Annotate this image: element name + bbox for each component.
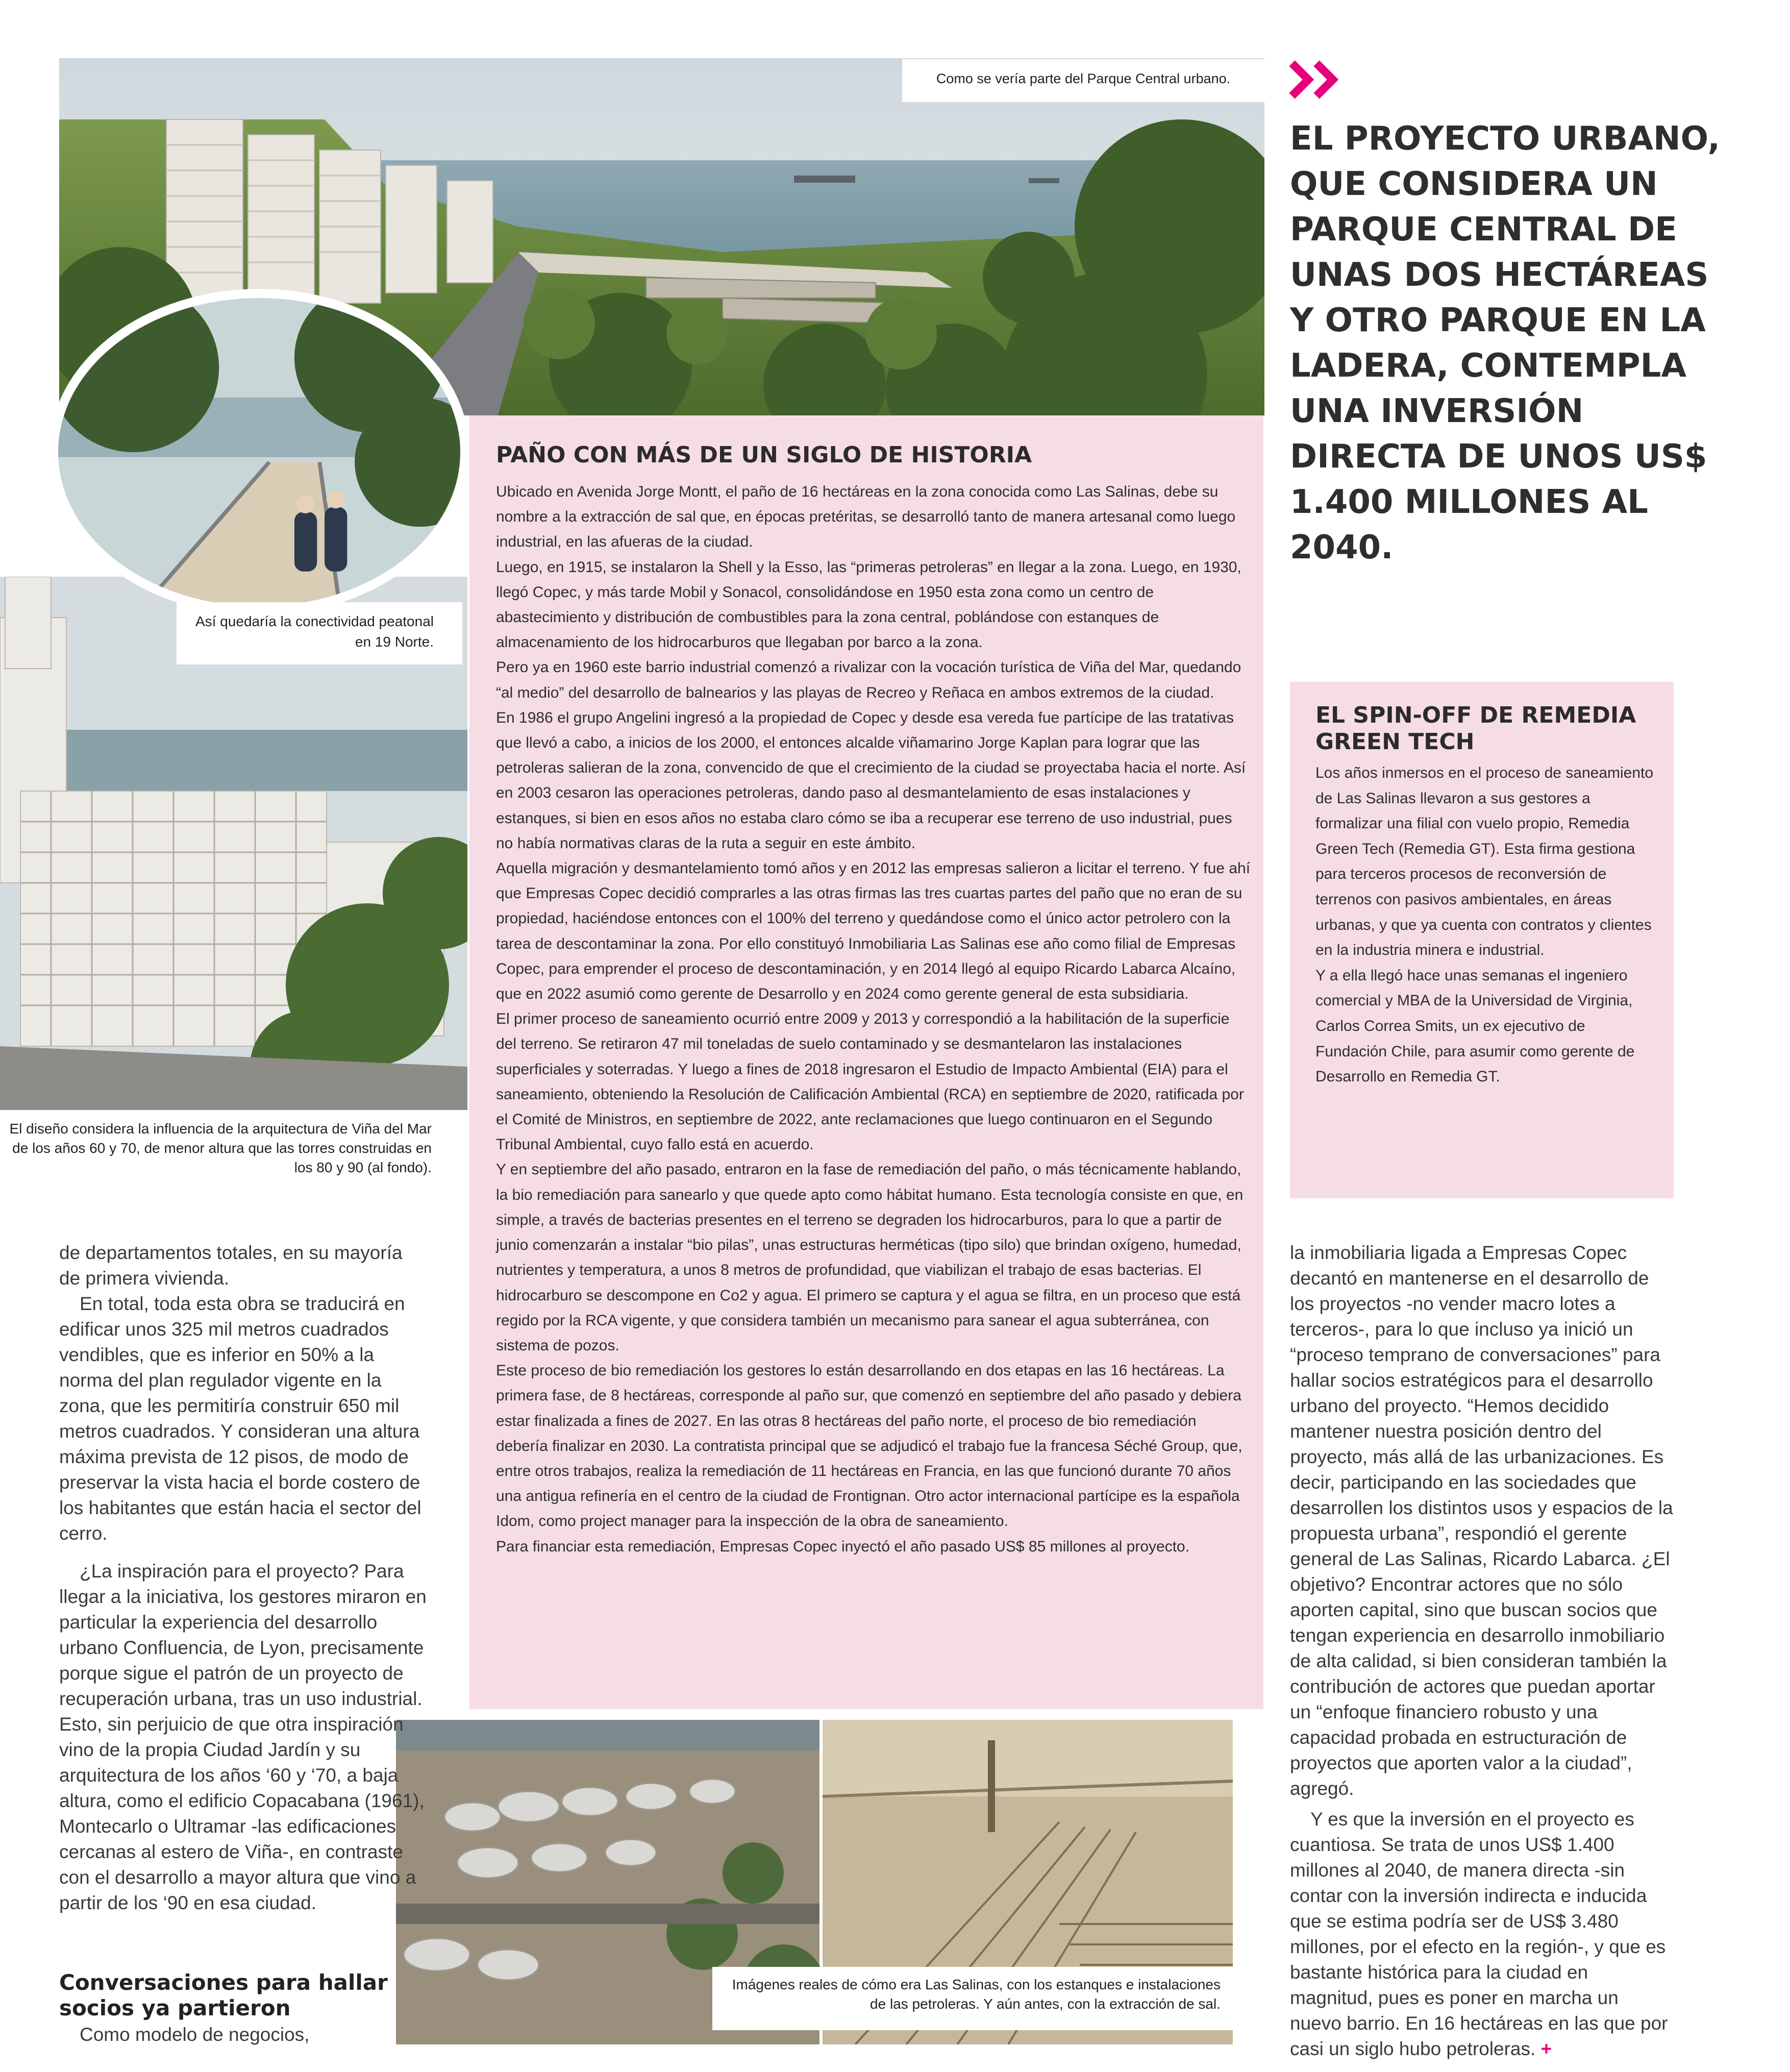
history-paragraph: Y en septiembre del año pasado, entraron en la fase de remediación del paño, o más técnicamente hablando, la bio remediación para sanearlo y que quede apto como hábitat humano. Esta tecnología consiste en que, en simple, a través de bacterias presentes en el terreno se degraden los hidrocarburos, para lo que a partir de junio comenzarán a instalar “bio pilas”, unas estructuras herméticas (tipo silo) que brindan oxígeno, humedad, nutrientes y temperatura, a unos 8 metros de profundidad, que viabilizan el trabajo de esas bacterias. El hidrocarburo se descompone en Co2 y agua. El primero se captura y el agua se filtra, en un proceso que está regido por la RCA vigente, y que considera también un mecanismo para sanear el agua subterránea, con sistema de pozos. xyxy=(496,1161,1244,1354)
left-column xyxy=(59,1240,427,1916)
history-box xyxy=(469,415,1263,1709)
history-paragraph: En 1986 el grupo Angelini ingresó a la propiedad de Copec y desde esa vereda fue partícipe de las tratativas que llevó a cabo, a inicios de los 2000, el entonces alcalde viñamarino Jorge Kaplan para lograr que las petroleras salieran de la zona, convencido de que el crecimiento de la ciudad se proyectaba hacia el norte. Así en 2003 cesaron las operaciones petroleras, dando paso al desmantelamiento de esas instalaciones y estanques, si bien en esos años no estaba claro cómo se iba a recuperar ese terreno de uso industrial, pues no había normativas claras de la ruta a seguir en este ámbito. xyxy=(496,709,1246,852)
spinoff-box xyxy=(1290,682,1674,1198)
park-photo-caption: Como se vería parte del Parque Central urbano. xyxy=(902,59,1264,102)
spinoff-paragraph: Los años inmersos en el proceso de saneamiento de Las Salinas llevaron a sus gestores a formalizar una filial con vuelo propio, Remedia Green Tech (Remedia GT). Esta firma gestiona para terceros procesos de reconversión de terrenos con pasivos ambientales, en áreas urbanas, y que ya cuenta con contratos y clientes en la industria minera e industrial. xyxy=(1315,764,1654,959)
architecture-caption: El diseño considera la influencia de la arquitectura de Viña del Mar de los años 60 y 70, de menor altura que las torres construidas en los 80 y 90 (al fondo). xyxy=(0,1110,467,1187)
spinoff-box-title: EL SPIN-OFF DE REMEDIA GREEN TECH xyxy=(1315,702,1636,755)
double-chevron-icon xyxy=(1288,59,1344,100)
section-subhead: Conversaciones para hallar socios ya partieron xyxy=(59,1970,388,2020)
left-paragraph: ¿La inspiración para el proyecto? Para llegar a la iniciativa, los gestores miraron en particular la experiencia del desarrollo urbano Confluencia, de Lyon, precisamente porque sigue el patrón de un proyecto de recuperación urbana, tras un uso industrial. Esto, sin perjuicio de que otra inspiración vino de la propia Ciudad Jardín y su arquitectura de los años ‘60 y ‘70, a baja altura, como el edificio Copacabana (1961), Montecarlo o Ultramar -las edificaciones cercanas al estero de Viña-, en contraste con el desarrollo a mayor altura que vino a partir de los ‘90 en esa ciudad. xyxy=(59,1561,427,1913)
right-column xyxy=(1290,1240,1674,2062)
pedestrian-bridge-photo xyxy=(49,289,469,615)
left-paragraph: de departamentos totales, en su mayoría de primera vivienda. xyxy=(59,1242,403,1289)
right-paragraph: la inmobiliaria ligada a Empresas Copec decantó en mantenerse en el desarrollo de los proyectos -no vender macro lotes a terceros-, para lo que incluso ya inició un “proceso temprano de conversaciones” para hallar socios estratégicos para el desarrollo urbano del proyecto. “Hemos decidido mantener nuestra posición dentro del proyecto, más allá de las urbanizaciones. Es decir, participando en las sociedades que desarrollen los distintos usos y espacios de la propuesta urbana”, respondió el gerente general de Las Salinas, Ricardo Labarca. ¿El objetivo? Encontrar actores que no sólo aporten capital, sino que buscan socios que tengan experiencia en desarrollo inmobiliario de alta calidad, si bien consideran también la contribución de actores que puedan aportar un “enfoque financiero robusto y una capacidad probada en estructuración de proyectos que aporten valor a la ciudad”, agregó. xyxy=(1290,1242,1673,1799)
history-paragraph: Luego, en 1915, se instalaron la Shell y la Esso, las “primeras petroleras” en llegar a la zona. Luego, en 1930, llegó Copec, y más tarde Mobil y Sonacol, consolidándose en 1950 esta zona como un centro de abastecimiento y distribución de combustibles para la zona central, poblándose con estanques de almacenamiento de los hidrocarburos que llegaban por barco a la zona. xyxy=(496,558,1241,651)
spinoff-paragraph: Y a ella llegó hace unas semanas el ingeniero comercial y MBA de la Universidad de Virginia, Carlos Correa Smits, un ex ejecutivo de Fundación Chile, para asumir como gerente de Desarrollo en Remedia GT. xyxy=(1315,967,1635,1086)
left-paragraph: En total, toda esta obra se traducirá en edificar unos 325 mil metros cuadrados vendibles, que es inferior en 50% a la norma del plan regulador vigente en la zona, que les permitiría construir 650 mil metros cuadrados. Y consideran una altura máxima prevista de 12 pisos, de modo de preservar la vista hacia el borde costero de los habitantes que están hacia el sector del cerro. xyxy=(59,1293,421,1544)
end-mark: + xyxy=(1540,2038,1552,2059)
right-paragraph-text: Y es que la inversión en el proyecto es cuantiosa. Se trata de unos US$ 1.400 millones al 2040, de manera directa -sin contar con la inversión indirecta e inducida que se estima podría ser de US$ 3.480 millones, por el efecto en la región-, y que es bastante histórica para la ciudad en magnitud, pues es poner en marcha un nuevo barrio. En 16 hectáreas en las que por casi un siglo hubo petroleras. xyxy=(1290,1809,1668,2059)
right-paragraph xyxy=(1290,1807,1674,2062)
history-paragraph: El primer proceso de saneamiento ocurrió entre 2009 y 2013 y correspondió a la habilitación de la superficie del terreno. Se retiraron 47 mil toneladas de suelo contaminado y se desmantelaron las instalaciones superficiales y soterradas. Y luego a fines de 2018 ingresaron el Estudio de Impacto Ambiental (EIA) para el saneamiento, obteniendo la Resolución de Calificación Ambiental (RCA) en septiembre de 2020, ratificada por el Comité de Ministros, en septiembre de 2022, ante reclamaciones que luego continuaron en el Segundo Tribunal Ambiental, cuyo fallo está en acuerdo. xyxy=(496,1010,1244,1153)
history-paragraph: Para financiar esta remediación, Empresas Copec inyectó el año pasado US$ 85 millones al proyecto. xyxy=(496,1538,1190,1555)
spinoff-box-body xyxy=(1315,760,1657,1090)
history-paragraph: Pero ya en 1960 este barrio industrial comenzó a rivalizar con la vocación turística de Viña del Mar, quedando “al medio” del desarrollo de balnearios y las playas de Recreo y Reñaca en ambos extremos de la ciudad. xyxy=(496,659,1241,701)
history-paragraph: Este proceso de bio remediación los gestores lo están desarrollando en dos etapas en las 16 hectáreas. La primera fase, de 8 hectáreas, corresponde al paño sur, que comenzó en septiembre del año pasado y debiera estar finalizada a fines de 2027. En las otras 8 hectáreas del paño norte, el proceso de bio remediación debería finalizar en 2030. La contratista principal que se adjudicó el trabajo fue la francesa Séché Group, que, entre otros trabajos, realiza la remediación de 11 hectáreas en Francia, en las que funcionó durante 70 años una antigua refinería en el centro de la ciudad de Frontignan. Otro actor internacional partícipe es la española Idom, como project manager para la inspección de la obra de saneamiento. xyxy=(496,1362,1242,1530)
left-paragraph-continued: Como modelo de negocios, xyxy=(80,2024,310,2045)
history-box-title: PAÑO CON MÁS DE UN SIGLO DE HISTORIA xyxy=(496,442,1032,468)
history-paragraph: Aquella migración y desmantelamiento tomó años y en 2012 las empresas salieron a licitar el terreno. Y fue ahí que Empresas Copec decidió comprarles a las otras firmas las tres cuartas partes del paño que no eran de su propiedad, haciéndose entonces con el 100% del terreno y quedándose como el único actor petrolero con la tarea de descontaminar la zona. Por ello constituyó Inmobiliaria Las Salinas ese año como filial de Empresas Copec, para emprender el proceso de descontaminación, y en 2014 llegó al equipo Ricardo Labarca Alcaíno, que en 2022 asumió como gerente de Desarrollo y en 2024 como gerente general de esta subsidiaria. xyxy=(496,860,1251,1003)
pull-quote: EL PROYECTO URBANO, QUE CONSIDERA UN PARQUE CENTRAL DE UNAS DOS HECTÁREAS Y OTRO PARQUE EN LA LADERA, CONTEMPLA UNA INVERSIÓN DIRECTA DE UNOS US$ 1.400 MILLONES AL 2040. xyxy=(1290,120,1720,566)
pedestrian-bridge-caption: Así quedaría la conectividad peatonal en 19 Norte. xyxy=(177,602,462,664)
salinas-caption: Imágenes reales de cómo era Las Salinas, con los estanques e instalaciones de las petroleras. Y aún antes, con la extracción de sal. xyxy=(712,1967,1233,2030)
history-paragraph: Ubicado en Avenida Jorge Montt, el paño de 16 hectáreas en la zona conocida como Las Salinas, debe su nombre a la extracción de sal que, en épocas pretéritas, se desarrolló tanto de manera artesanal como luego industrial, en las afueras de la ciudad. xyxy=(496,483,1236,551)
history-box-body xyxy=(496,479,1251,1559)
